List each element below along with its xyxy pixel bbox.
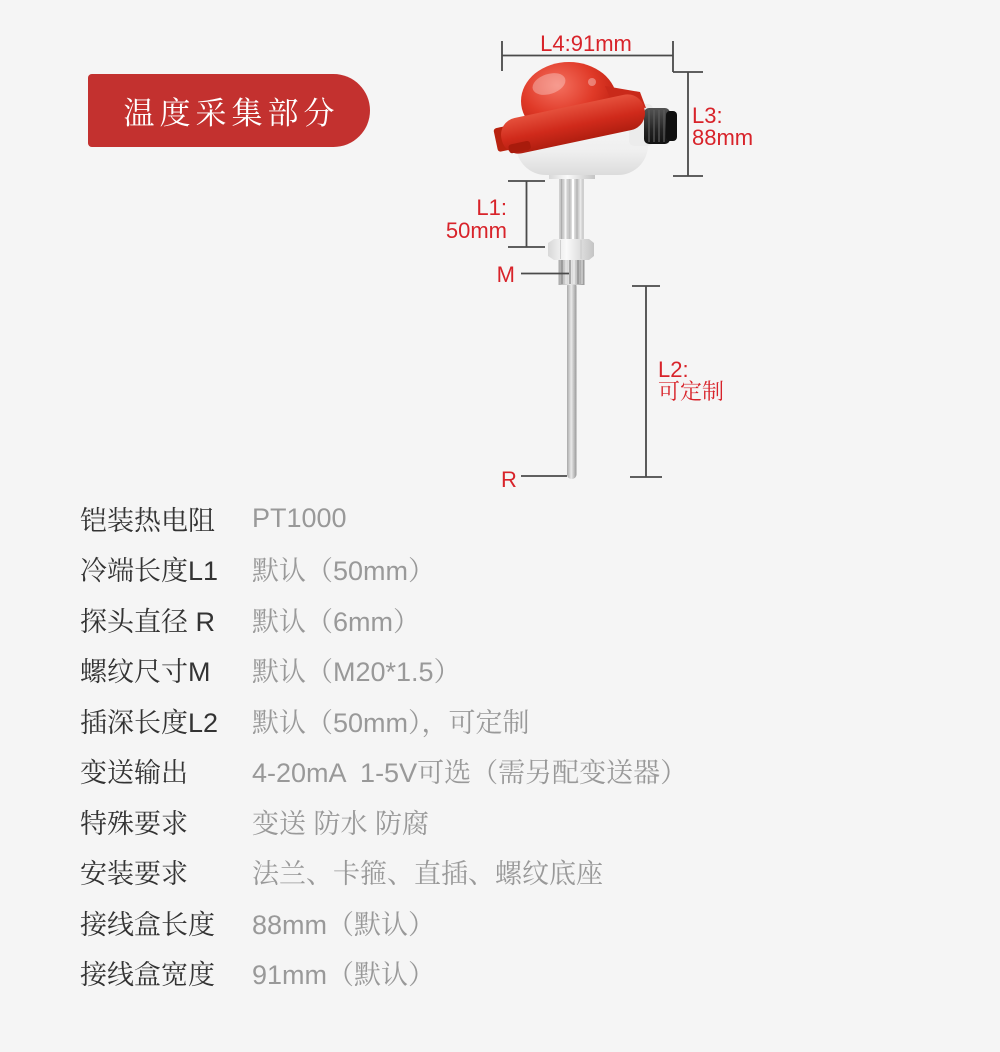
- spec-label: 特殊要求: [80, 808, 188, 839]
- spec-value: PT1000: [252, 502, 347, 533]
- spec-value: 法兰、卡箍、直插、螺纹底座: [252, 859, 603, 890]
- spec-row: [80, 746, 940, 797]
- section-badge-label: 温度采集部分: [123, 96, 340, 131]
- sensor-diagram-svg: [420, 20, 765, 495]
- spec-label: 接线盒宽度: [80, 960, 215, 991]
- spec-row: [80, 594, 940, 645]
- spec-value: 91mm（默认）: [252, 960, 436, 991]
- spec-label: 探头直径 R: [80, 606, 215, 637]
- spec-label: 铠装热电阻: [80, 505, 215, 536]
- spec-value: 默认（6mm）: [252, 606, 420, 637]
- l1-dimension-label-line1: L1:: [476, 195, 507, 220]
- l1-dimension-label-line2: 50mm: [445, 218, 507, 243]
- spec-row: [80, 645, 940, 696]
- spec-row: [80, 796, 940, 847]
- thread-stub: [559, 259, 585, 285]
- l4-dimension-label: L4:91mm: [540, 31, 632, 56]
- l3-dimension-label-line1: L3:: [692, 103, 723, 128]
- section-badge: [88, 74, 370, 147]
- spec-table: [80, 493, 940, 998]
- spec-value: 默认（50mm）: [252, 556, 436, 587]
- l2-dimension-label-line1: L2:: [658, 357, 689, 382]
- product-diagram: [420, 20, 765, 495]
- spec-row: [80, 544, 940, 595]
- spec-label: 螺纹尺寸M: [80, 657, 211, 688]
- spec-row: [80, 695, 940, 746]
- spec-value: 88mm（默认）: [252, 909, 436, 940]
- l2-dimension-label-line2: 可定制: [658, 379, 725, 404]
- r-dimension-label: R: [501, 467, 517, 492]
- spec-value: 默认（M20*1.5）: [252, 657, 461, 688]
- spec-value: 变送 防水 防腐: [252, 808, 430, 839]
- spec-label: 变送输出: [80, 758, 188, 789]
- spec-row: [80, 847, 940, 898]
- spec-label: 安装要求: [80, 859, 188, 890]
- probe-rod: [567, 282, 577, 479]
- m-dimension-label: M: [496, 262, 515, 287]
- spec-label: 接线盒长度: [80, 909, 215, 940]
- l1-dimension-line: [508, 181, 545, 247]
- spec-label: 冷端长度L1: [80, 556, 219, 587]
- cap-highlight-dot: [588, 78, 596, 86]
- spec-label: 插深长度L2: [80, 707, 219, 738]
- spec-row: [80, 897, 940, 948]
- sensor-illustration: [492, 62, 677, 479]
- l3-dimension-label-line2: 88mm: [692, 125, 754, 150]
- cable-gland: [644, 108, 677, 144]
- spec-value: 4-20mA 1-5V可选（需另配变送器）: [252, 758, 688, 789]
- hex-nut: [548, 239, 594, 260]
- spec-value: 默认（50mm），可定制: [252, 707, 530, 738]
- spec-row: [80, 948, 940, 999]
- spec-row: [80, 493, 940, 544]
